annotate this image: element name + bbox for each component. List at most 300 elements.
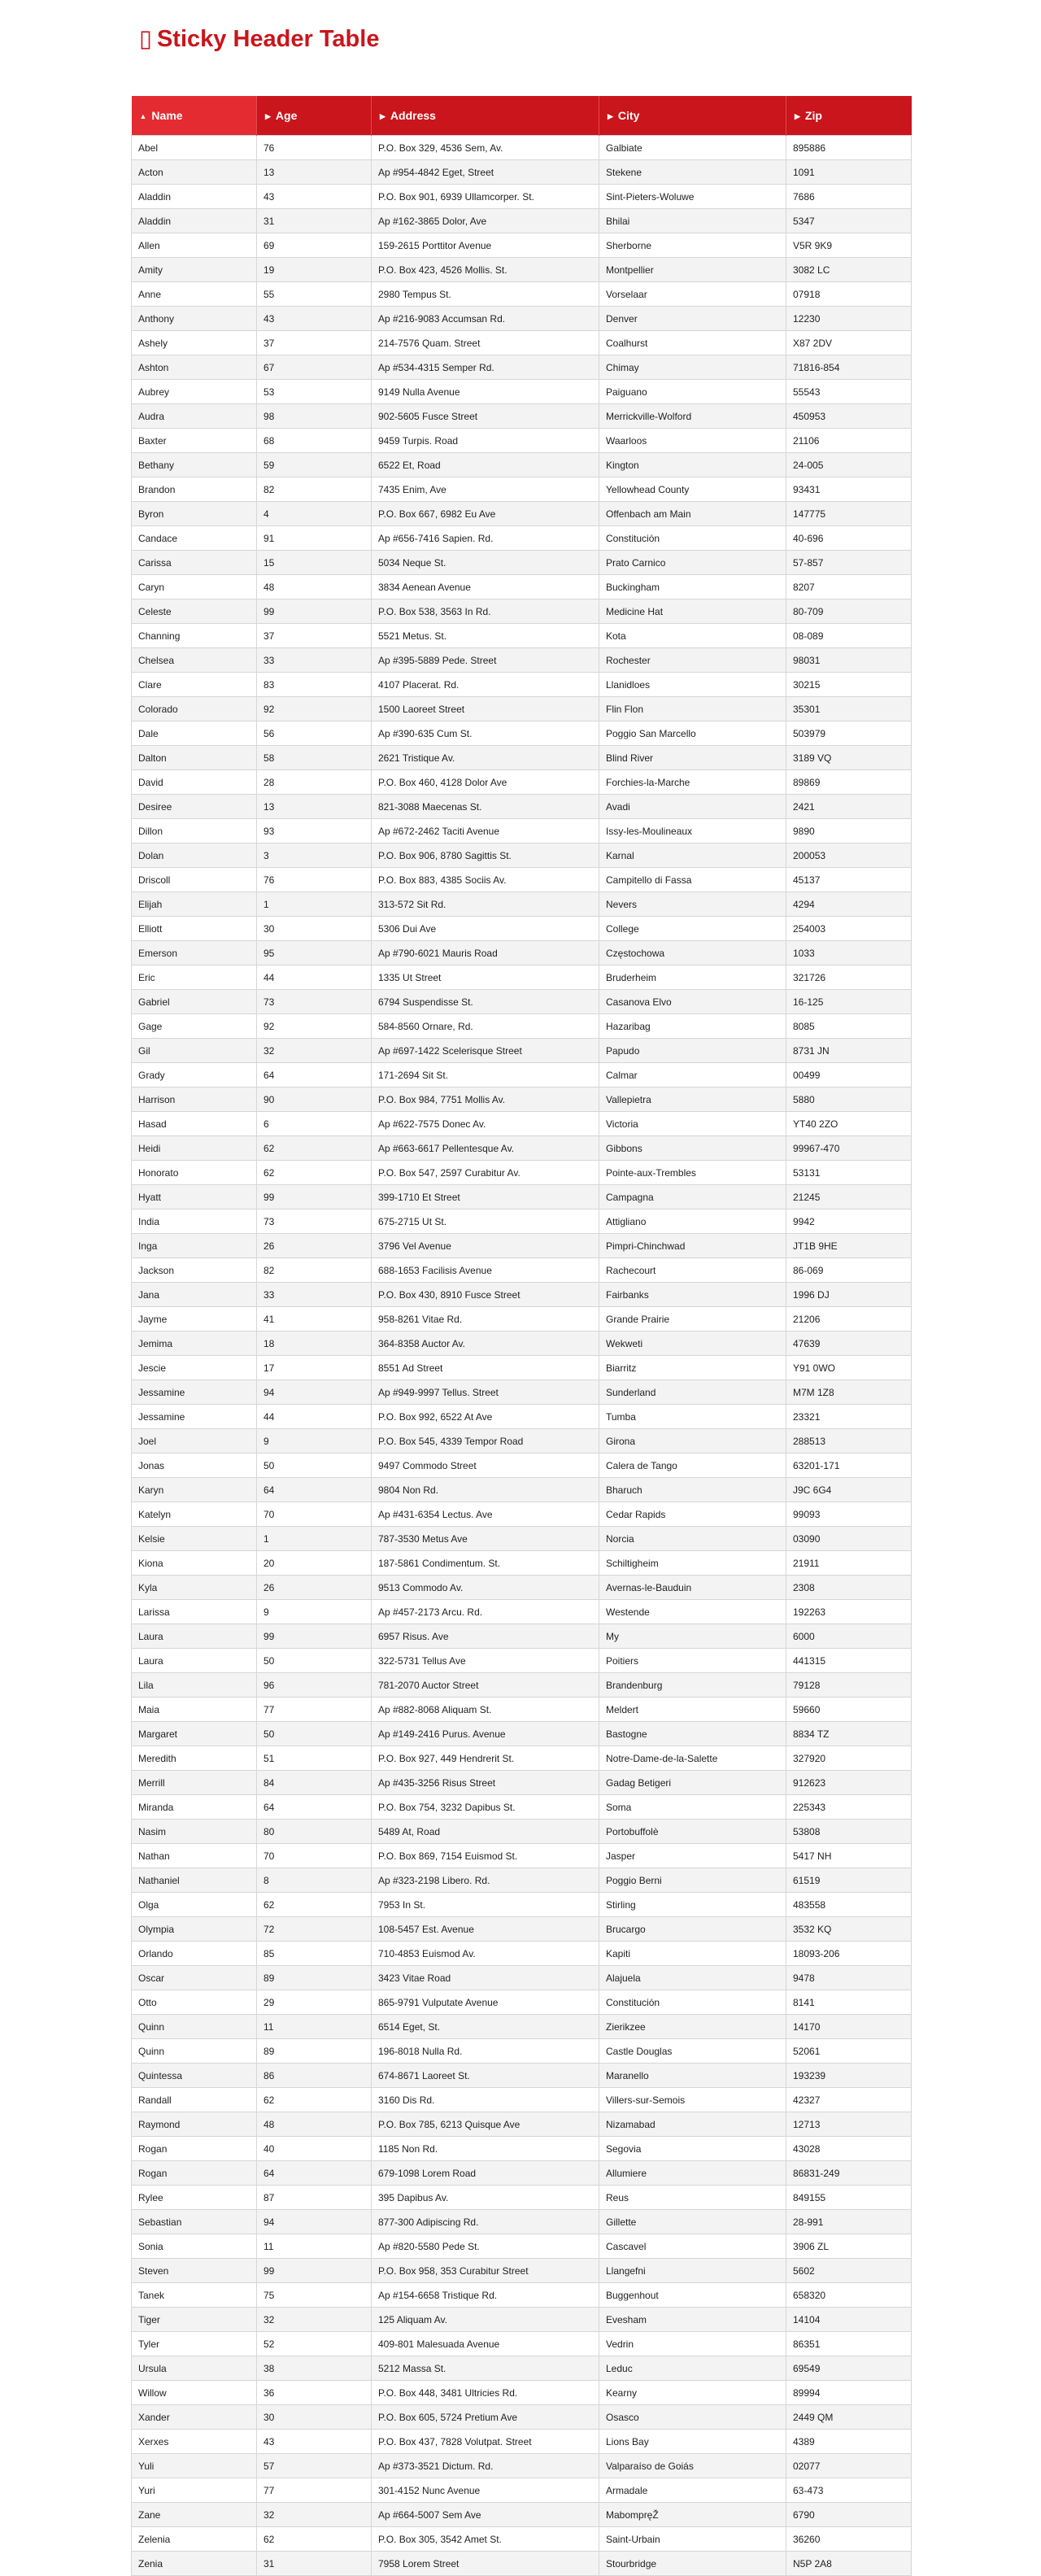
cell-age: 94 xyxy=(257,2210,372,2234)
cell-address: 3796 Vel Avenue xyxy=(372,1234,599,1258)
cell-name: David xyxy=(132,770,257,795)
table-row xyxy=(132,1746,912,1771)
cell-city: Kota xyxy=(599,624,786,648)
cell-zip: 86-069 xyxy=(786,1258,912,1283)
cell-city: Hazaribag xyxy=(599,1014,786,1039)
cell-city: Kington xyxy=(599,453,786,477)
table-row xyxy=(132,770,912,795)
cell-age: 18 xyxy=(257,1332,372,1356)
cell-age: 62 xyxy=(257,1136,372,1161)
cell-zip: 18093-206 xyxy=(786,1942,912,1966)
cell-age: 70 xyxy=(257,1844,372,1868)
cell-age: 33 xyxy=(257,1283,372,1307)
cell-name: Inga xyxy=(132,1234,257,1258)
cell-city: Blind River xyxy=(599,746,786,770)
cell-name: Jescie xyxy=(132,1356,257,1380)
cell-name: Abel xyxy=(132,136,257,160)
cell-name: Bethany xyxy=(132,453,257,477)
cell-name: Jessamine xyxy=(132,1405,257,1429)
cell-address: P.O. Box 305, 3542 Amet St. xyxy=(372,2527,599,2552)
cell-age: 57 xyxy=(257,2454,372,2478)
cell-name: Amity xyxy=(132,258,257,282)
cell-address: 688-1653 Facilisis Avenue xyxy=(372,1258,599,1283)
cell-age: 99 xyxy=(257,2259,372,2283)
cell-city: Kearny xyxy=(599,2381,786,2405)
cell-age: 13 xyxy=(257,160,372,185)
cell-age: 92 xyxy=(257,1014,372,1039)
cell-address: 3160 Dis Rd. xyxy=(372,2088,599,2112)
sort-up-icon: ▲ xyxy=(139,112,147,120)
cell-zip: 6000 xyxy=(786,1624,912,1649)
cell-address: 8551 Ad Street xyxy=(372,1356,599,1380)
cell-name: Eric xyxy=(132,965,257,990)
cell-address: 9459 Turpis. Road xyxy=(372,429,599,453)
table-row xyxy=(132,1820,912,1844)
cell-zip: J9C 6G4 xyxy=(786,1478,912,1502)
cell-name: Margaret xyxy=(132,1722,257,1746)
table-row xyxy=(132,380,912,404)
cell-zip: 2421 xyxy=(786,795,912,819)
cell-zip: 35301 xyxy=(786,697,912,721)
cell-age: 59 xyxy=(257,453,372,477)
cell-age: 40 xyxy=(257,2137,372,2161)
cell-age: 52 xyxy=(257,2332,372,2356)
cell-name: Elliott xyxy=(132,917,257,941)
cell-age: 77 xyxy=(257,1698,372,1722)
cell-city: Karnal xyxy=(599,843,786,868)
cell-zip: 503979 xyxy=(786,721,912,746)
table-row xyxy=(132,965,912,990)
cell-zip: 3532 KQ xyxy=(786,1917,912,1942)
cell-name: Sonia xyxy=(132,2234,257,2259)
cell-zip: 5347 xyxy=(786,209,912,233)
cell-zip: 254003 xyxy=(786,917,912,941)
cell-address: Ap #672-2462 Taciti Avenue xyxy=(372,819,599,843)
table-row xyxy=(132,1868,912,1893)
column-header-zip[interactable]: ▶ Zip xyxy=(786,96,912,136)
cell-name: Steven xyxy=(132,2259,257,2283)
cell-city: Stirling xyxy=(599,1893,786,1917)
cell-city: Bharuch xyxy=(599,1478,786,1502)
cell-city: Girona xyxy=(599,1429,786,1454)
table-row xyxy=(132,477,912,502)
table-row xyxy=(132,453,912,477)
cell-city: Maranello xyxy=(599,2064,786,2088)
cell-name: Baxter xyxy=(132,429,257,453)
cell-address: P.O. Box 984, 7751 Mollis Av. xyxy=(372,1087,599,1112)
cell-address: Ap #534-4315 Semper Rd. xyxy=(372,355,599,380)
cell-name: Aubrey xyxy=(132,380,257,404)
cell-city: Notre-Dame-de-la-Salette xyxy=(599,1746,786,1771)
cell-name: Elijah xyxy=(132,892,257,917)
table-row xyxy=(132,2308,912,2332)
cell-address: 159-2615 Porttitor Avenue xyxy=(372,233,599,258)
column-header-age[interactable]: ▶ Age xyxy=(257,96,372,136)
cell-address: P.O. Box 754, 3232 Dapibus St. xyxy=(372,1795,599,1820)
cell-address: 322-5731 Tellus Ave xyxy=(372,1649,599,1673)
cell-city: Stekene xyxy=(599,160,786,185)
cell-name: Gil xyxy=(132,1039,257,1063)
cell-zip: 895886 xyxy=(786,136,912,160)
table-row xyxy=(132,2405,912,2430)
cell-name: Hyatt xyxy=(132,1185,257,1210)
table-row xyxy=(132,258,912,282)
cell-address: 877-300 Adipiscing Rd. xyxy=(372,2210,599,2234)
cell-name: Nathan xyxy=(132,1844,257,1868)
table-row xyxy=(132,1771,912,1795)
cell-age: 99 xyxy=(257,1185,372,1210)
table-row xyxy=(132,599,912,624)
cell-age: 94 xyxy=(257,1380,372,1405)
cell-address: P.O. Box 927, 449 Hendrerit St. xyxy=(372,1746,599,1771)
cell-age: 89 xyxy=(257,2039,372,2064)
cell-age: 3 xyxy=(257,843,372,868)
cell-age: 73 xyxy=(257,1210,372,1234)
cell-address: 313-572 Sit Rd. xyxy=(372,892,599,917)
cell-name: Lila xyxy=(132,1673,257,1698)
cell-city: Castle Douglas xyxy=(599,2039,786,2064)
cell-age: 11 xyxy=(257,2015,372,2039)
cell-address: 710-4853 Euismod Av. xyxy=(372,1942,599,1966)
cell-city: Campitello di Fassa xyxy=(599,868,786,892)
cell-age: 8 xyxy=(257,1868,372,1893)
table-row xyxy=(132,2552,912,2576)
table-row xyxy=(132,2381,912,2405)
cell-zip: JT1B 9HE xyxy=(786,1234,912,1258)
table-row xyxy=(132,1502,912,1527)
table-row xyxy=(132,1551,912,1576)
cell-address: P.O. Box 545, 4339 Tempor Road xyxy=(372,1429,599,1454)
cell-zip: 288513 xyxy=(786,1429,912,1454)
cell-address: 9513 Commodo Av. xyxy=(372,1576,599,1600)
cell-name: Larissa xyxy=(132,1600,257,1624)
cell-age: 69 xyxy=(257,233,372,258)
cell-city: Galbiate xyxy=(599,136,786,160)
table-row xyxy=(132,746,912,770)
cell-zip: 89869 xyxy=(786,770,912,795)
cell-city: Portobuffolè xyxy=(599,1820,786,1844)
cell-age: 99 xyxy=(257,599,372,624)
cell-zip: 658320 xyxy=(786,2283,912,2308)
cell-name: Gabriel xyxy=(132,990,257,1014)
cell-city: Zierikzee xyxy=(599,2015,786,2039)
cell-address: 5034 Neque St. xyxy=(372,551,599,575)
cell-zip: 86351 xyxy=(786,2332,912,2356)
table-row xyxy=(132,1844,912,1868)
cell-name: Chelsea xyxy=(132,648,257,673)
table-row xyxy=(132,941,912,965)
table-row xyxy=(132,1990,912,2015)
cell-name: Channing xyxy=(132,624,257,648)
cell-address: Ap #663-6617 Pellentesque Av. xyxy=(372,1136,599,1161)
cell-name: Ashton xyxy=(132,355,257,380)
cell-zip: 12230 xyxy=(786,307,912,331)
cell-age: 89 xyxy=(257,1966,372,1990)
cell-city: Coalhurst xyxy=(599,331,786,355)
table-row xyxy=(132,2015,912,2039)
cell-name: Candace xyxy=(132,526,257,551)
cell-name: Zelenia xyxy=(132,2527,257,2552)
cell-address: Ap #431-6354 Lectus. Ave xyxy=(372,1502,599,1527)
cell-name: Katelyn xyxy=(132,1502,257,1527)
cell-city: Denver xyxy=(599,307,786,331)
cell-city: Campagna xyxy=(599,1185,786,1210)
cell-name: Driscoll xyxy=(132,868,257,892)
table-row xyxy=(132,2064,912,2088)
cell-name: Acton xyxy=(132,160,257,185)
cell-zip: 14170 xyxy=(786,2015,912,2039)
cell-name: Anthony xyxy=(132,307,257,331)
cell-zip: 12713 xyxy=(786,2112,912,2137)
cell-address: Ap #820-5580 Pede St. xyxy=(372,2234,599,2259)
cell-city: Biarritz xyxy=(599,1356,786,1380)
cell-age: 17 xyxy=(257,1356,372,1380)
cell-age: 64 xyxy=(257,1795,372,1820)
page-title-text: Sticky Header Table xyxy=(156,26,380,52)
cell-name: Dale xyxy=(132,721,257,746)
cell-name: Joel xyxy=(132,1429,257,1454)
column-header-city[interactable]: ▶ City xyxy=(599,96,786,136)
cell-address: 187-5861 Condimentum. St. xyxy=(372,1551,599,1576)
table-row xyxy=(132,819,912,843)
cell-city: Avernas-le-Bauduin xyxy=(599,1576,786,1600)
cell-name: Olga xyxy=(132,1893,257,1917)
cell-name: Ursula xyxy=(132,2356,257,2381)
cell-zip: 5880 xyxy=(786,1087,912,1112)
cell-age: 41 xyxy=(257,1307,372,1332)
cell-name: Jana xyxy=(132,1283,257,1307)
cell-name: Karyn xyxy=(132,1478,257,1502)
cell-address: Ap #323-2198 Libero. Rd. xyxy=(372,1868,599,1893)
table-row xyxy=(132,721,912,746)
cell-zip: 9478 xyxy=(786,1966,912,1990)
column-header-name[interactable]: ▲ Name xyxy=(132,96,257,136)
cell-zip: 147775 xyxy=(786,502,912,526)
table-row xyxy=(132,990,912,1014)
cell-name: Colorado xyxy=(132,697,257,721)
table-row xyxy=(132,697,912,721)
cell-name: Gage xyxy=(132,1014,257,1039)
table-row xyxy=(132,1185,912,1210)
table-row xyxy=(132,526,912,551)
cell-name: Tyler xyxy=(132,2332,257,2356)
cell-name: Xander xyxy=(132,2405,257,2430)
cell-city: Fairbanks xyxy=(599,1283,786,1307)
cell-city: Tumba xyxy=(599,1405,786,1429)
cell-name: Randall xyxy=(132,2088,257,2112)
cell-name: Jonas xyxy=(132,1454,257,1478)
cell-age: 26 xyxy=(257,1234,372,1258)
cell-zip: Y91 0WO xyxy=(786,1356,912,1380)
cell-name: Kelsie xyxy=(132,1527,257,1551)
cell-age: 30 xyxy=(257,917,372,941)
cell-name: Audra xyxy=(132,404,257,429)
cell-city: Prato Carnico xyxy=(599,551,786,575)
cell-name: Kiona xyxy=(132,1551,257,1576)
table-row xyxy=(132,1527,912,1551)
cell-age: 31 xyxy=(257,2552,372,2576)
cell-city: Leduc xyxy=(599,2356,786,2381)
cell-age: 44 xyxy=(257,965,372,990)
column-header-address[interactable]: ▶ Address xyxy=(372,96,599,136)
cell-address: 7953 In St. xyxy=(372,1893,599,1917)
cell-address: Ap #162-3865 Dolor, Ave xyxy=(372,209,599,233)
cell-address: Ap #664-5007 Sem Ave xyxy=(372,2503,599,2527)
table-row xyxy=(132,404,912,429)
cell-zip: X87 2DV xyxy=(786,331,912,355)
cell-address: 6514 Eget, St. xyxy=(372,2015,599,2039)
cell-age: 64 xyxy=(257,1063,372,1087)
cell-address: 409-801 Malesuada Avenue xyxy=(372,2332,599,2356)
cell-zip: 42327 xyxy=(786,2088,912,2112)
cell-address: Ap #656-7416 Sapien. Rd. xyxy=(372,526,599,551)
cell-name: Celeste xyxy=(132,599,257,624)
cell-city: Sherborne xyxy=(599,233,786,258)
cell-zip: 1033 xyxy=(786,941,912,965)
table-row xyxy=(132,2478,912,2503)
cell-city: Issy-les-Moulineaux xyxy=(599,819,786,843)
cell-age: 56 xyxy=(257,721,372,746)
cell-age: 30 xyxy=(257,2405,372,2430)
cell-address: P.O. Box 547, 2597 Curabitur Av. xyxy=(372,1161,599,1185)
cell-address: P.O. Box 958, 353 Curabitur Street xyxy=(372,2259,599,2283)
cell-zip: 45137 xyxy=(786,868,912,892)
cell-zip: 07918 xyxy=(786,282,912,307)
table-row xyxy=(132,233,912,258)
cell-address: Ap #216-9083 Accumsan Rd. xyxy=(372,307,599,331)
cell-zip: 98031 xyxy=(786,648,912,673)
cell-city: Montpellier xyxy=(599,258,786,282)
cell-name: Grady xyxy=(132,1063,257,1087)
cell-age: 62 xyxy=(257,1161,372,1185)
table-row xyxy=(132,1258,912,1283)
cell-city: Merrickville-Wolford xyxy=(599,404,786,429)
table-row xyxy=(132,282,912,307)
cell-city: Gibbons xyxy=(599,1136,786,1161)
cell-address: Ap #154-6658 Tristique Rd. xyxy=(372,2283,599,2308)
cell-city: Poggio Berni xyxy=(599,1868,786,1893)
cell-city: Poitiers xyxy=(599,1649,786,1673)
cell-address: 675-2715 Ut St. xyxy=(372,1210,599,1234)
cell-age: 15 xyxy=(257,551,372,575)
cell-name: Dalton xyxy=(132,746,257,770)
cell-city: Bastogne xyxy=(599,1722,786,1746)
cell-city: Llanidloes xyxy=(599,673,786,697)
cell-city: Soma xyxy=(599,1795,786,1820)
cell-city: Rochester xyxy=(599,648,786,673)
cell-address: 781-2070 Auctor Street xyxy=(372,1673,599,1698)
table-row xyxy=(132,2112,912,2137)
cell-city: Poggio San Marcello xyxy=(599,721,786,746)
cell-age: 55 xyxy=(257,282,372,307)
cell-name: India xyxy=(132,1210,257,1234)
cell-age: 43 xyxy=(257,185,372,209)
table-row xyxy=(132,843,912,868)
table-row xyxy=(132,1478,912,1502)
cell-address: 125 Aliquam Av. xyxy=(372,2308,599,2332)
cell-address: 196-8018 Nulla Rd. xyxy=(372,2039,599,2064)
cell-zip: 23321 xyxy=(786,1405,912,1429)
cell-zip: 4389 xyxy=(786,2430,912,2454)
cell-city: Armadale xyxy=(599,2478,786,2503)
cell-address: 9497 Commodo Street xyxy=(372,1454,599,1478)
cell-name: Ashely xyxy=(132,331,257,355)
cell-city: Attigliano xyxy=(599,1210,786,1234)
cell-age: 43 xyxy=(257,307,372,331)
table-row xyxy=(132,673,912,697)
cell-name: Oscar xyxy=(132,1966,257,1990)
cell-city: Allumiere xyxy=(599,2161,786,2186)
cell-age: 19 xyxy=(257,258,372,282)
cell-zip: 28-991 xyxy=(786,2210,912,2234)
table-row xyxy=(132,502,912,526)
cell-zip: 4294 xyxy=(786,892,912,917)
cell-zip: 03090 xyxy=(786,1527,912,1551)
cell-name: Merrill xyxy=(132,1771,257,1795)
cell-name: Kyla xyxy=(132,1576,257,1600)
cell-city: Casanova Elvo xyxy=(599,990,786,1014)
table-row xyxy=(132,1063,912,1087)
cell-address: 364-8358 Auctor Av. xyxy=(372,1332,599,1356)
cell-age: 20 xyxy=(257,1551,372,1576)
cell-name: Nathaniel xyxy=(132,1868,257,1893)
cell-age: 82 xyxy=(257,477,372,502)
cell-name: Nasim xyxy=(132,1820,257,1844)
table-body xyxy=(132,136,912,2576)
table-row xyxy=(132,2210,912,2234)
cell-city: Osasco xyxy=(599,2405,786,2430)
table-row xyxy=(132,2088,912,2112)
table-row xyxy=(132,624,912,648)
cell-age: 1 xyxy=(257,1527,372,1551)
cell-address: P.O. Box 448, 3481 Ultricies Rd. xyxy=(372,2381,599,2405)
table-row xyxy=(132,209,912,233)
cell-address: Ap #435-3256 Risus Street xyxy=(372,1771,599,1795)
sort-icon: ▶ xyxy=(265,112,271,120)
table-row xyxy=(132,2454,912,2478)
cell-address: 7958 Lorem Street xyxy=(372,2552,599,2576)
cell-age: 68 xyxy=(257,429,372,453)
cell-zip: 8834 TZ xyxy=(786,1722,912,1746)
cell-address: 787-3530 Metus Ave xyxy=(372,1527,599,1551)
page-title xyxy=(139,24,379,53)
table-row xyxy=(132,1454,912,1478)
cell-age: 29 xyxy=(257,1990,372,2015)
cell-age: 62 xyxy=(257,1893,372,1917)
table-row xyxy=(132,1039,912,1063)
cell-address: P.O. Box 329, 4536 Sem, Av. xyxy=(372,136,599,160)
cell-address: 214-7576 Quam. Street xyxy=(372,331,599,355)
table-icon: ▯ xyxy=(139,26,152,52)
cell-zip: 6790 xyxy=(786,2503,912,2527)
cell-zip: 16-125 xyxy=(786,990,912,1014)
cell-age: 9 xyxy=(257,1429,372,1454)
cell-name: Honorato xyxy=(132,1161,257,1185)
table-row xyxy=(132,1917,912,1942)
cell-name: Quinn xyxy=(132,2039,257,2064)
cell-age: 99 xyxy=(257,1624,372,1649)
cell-address: 5521 Metus. St. xyxy=(372,624,599,648)
cell-zip: 2449 QM xyxy=(786,2405,912,2430)
table-row xyxy=(132,2137,912,2161)
cell-address: 1335 Ut Street xyxy=(372,965,599,990)
table-row xyxy=(132,1600,912,1624)
cell-address: 7435 Enim, Ave xyxy=(372,477,599,502)
cell-address: 6522 Et, Road xyxy=(372,453,599,477)
cell-zip: 8141 xyxy=(786,1990,912,2015)
cell-age: 87 xyxy=(257,2186,372,2210)
cell-name: Rylee xyxy=(132,2186,257,2210)
